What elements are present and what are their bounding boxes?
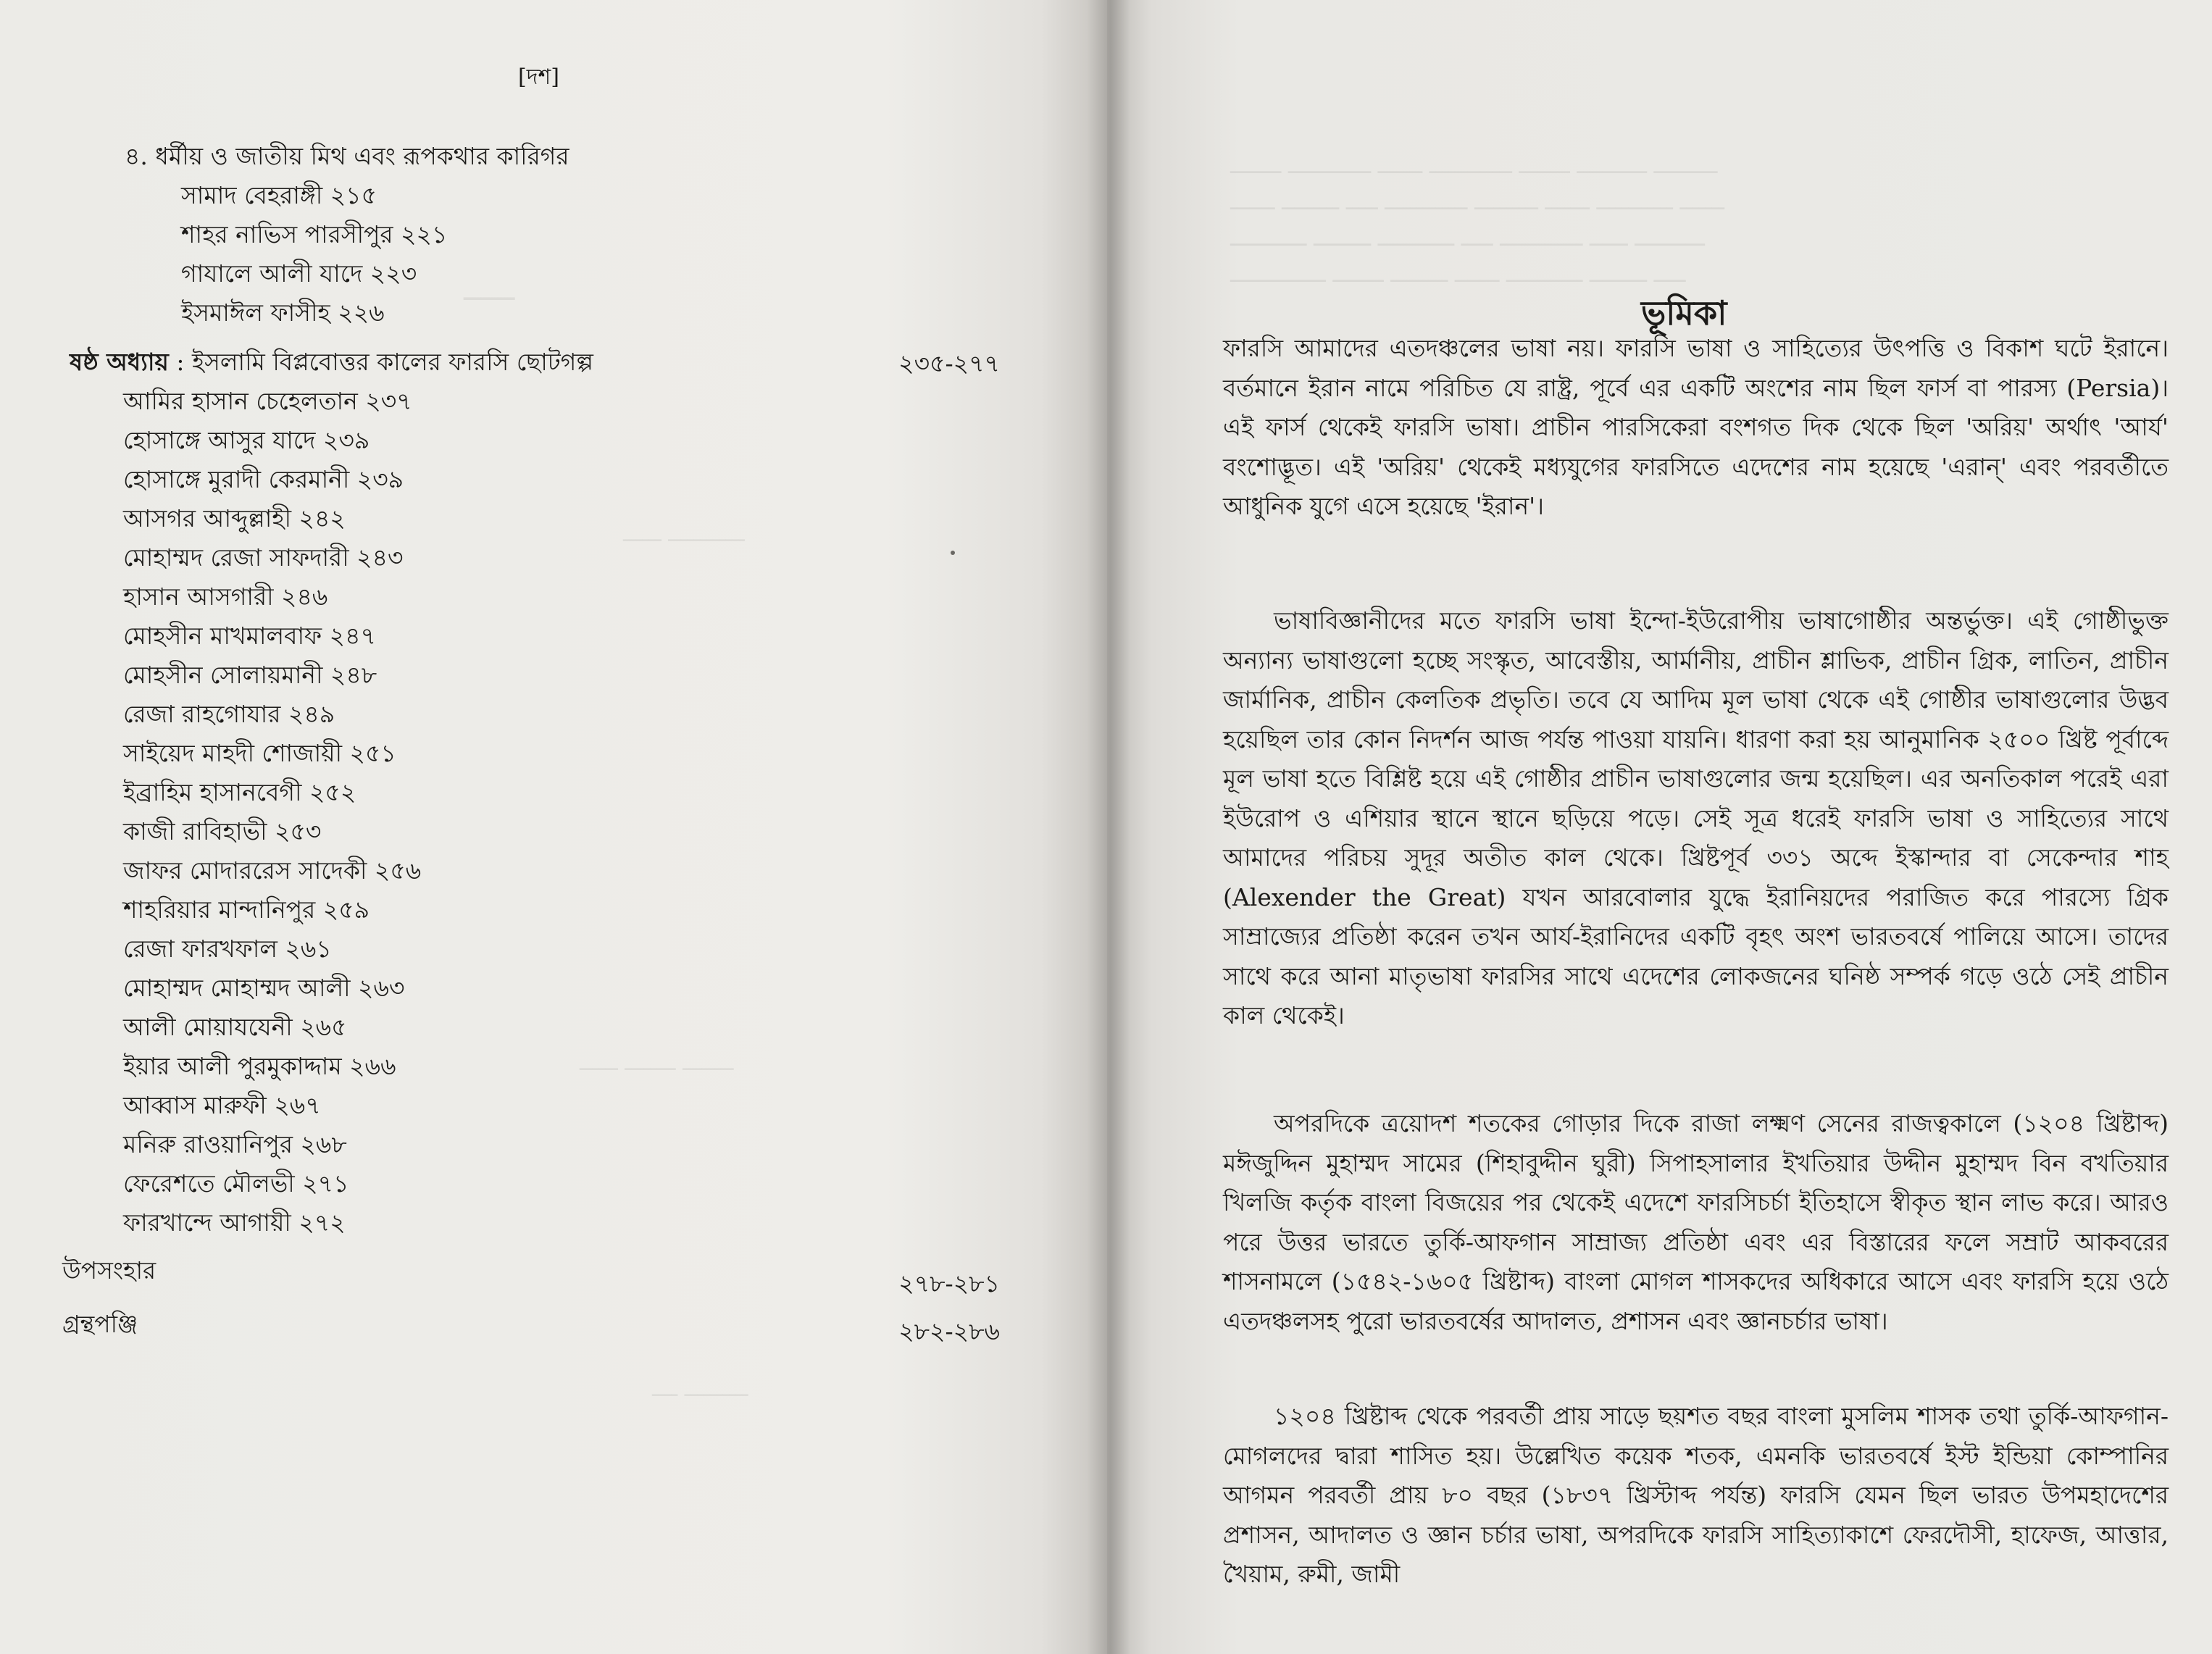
toc-entry: আলী মোয়াযযেনী ২৬৫	[123, 1013, 347, 1041]
toc-entry: সাইয়েদ মাহদী শোজায়ী ২৫১	[123, 739, 396, 767]
toc-entry: জাফর মোদাররেস সাদেকী ২৫৬	[123, 856, 422, 885]
preface-title: ভূমিকা	[1641, 293, 1727, 333]
toc-entry: ইয়ার আলী পুরমুকাদ্দাম ২৬৬	[123, 1052, 396, 1080]
toc-entry: গাযালে আলী যাদে ২২৩	[181, 259, 417, 288]
preface-paragraph: ভাষাবিজ্ঞানীদের মতে ফারসি ভাষা ইন্দো-ইউরোপীয় ভাষাগোষ্ঠীর অন্তর্ভুক্ত। এই গোষ্ঠীভুক্ত অন্যান্য ভাষাগুলো হচ্ছে সংস্কৃত, আবেস্তীয়, আর্মানীয়, প্রাচীন শ্লাভিক, প্রাচীন গ্রিক, লাতিন, প্রাচীন জার্মানিক, প্রাচীন কেলতিক প্রভৃতি। তবে যে আদিম মূল ভাষা থেকে এই গোষ্ঠীর ভাষাগুলোর উদ্ভব হয়েছিল তার কোন নিদর্শন আজ পর্যন্ত পাওয়া যায়নি। ধারণা করা হয় আনুমানিক ২৫০০ খ্রিষ্ট পূর্বাব্দে মূল ভাষা হতে বিশ্লিষ্ট হয়ে এই গোষ্ঠীর প্রাচীন ভাষাগুলোর জন্ম হয়েছিল। এর অনতিকাল পরেই এরা ইউরোপ ও এশিয়ার স্থানে স্থানে ছড়িয়ে পড়ে। সেই সূত্র ধরেই ফারসি ভাষা ও সাহিত্যের সাথে আমাদের পরিচয় সুদূর অতীত কাল থেকে। খ্রিষ্টপূর্ব ৩৩১ অব্দে ইস্কান্দার বা সেকেন্দার শাহ (Alexender the Great) যখন আরবোলার যুদ্ধে ইরানিয়দের পরাজিত করে পারস্যে গ্রিক সাম্রাজ্যের প্রতিষ্ঠা করেন তখন আর্য-ইরানিদের একটি বৃহৎ অংশ ভারতবর্ষে পালিয়ে আসে। তাদের সাথে করে আনা মাতৃভাষা ফারসির সাথে এদেশের লোকজনের ঘনিষ্ঠ সম্পর্ক গড়ে ওঠে সেই প্রাচীন কাল থেকেই।	[1223, 606, 2169, 1029]
preface-paragraph: ১২০৪ খ্রিষ্টাব্দ থেকে পরবর্তী প্রায় সাড়ে ছয়শত বছর বাংলা মুসলিম শাসক তথা তুর্কি-আফগান-মোগলদের দ্বারা শাসিত হয়। উল্লেখিত কয়েক শতক, এমনকি ভারতবর্ষে ইস্ট ইন্ডিয়া কোম্পানির আগমন পরবর্তী প্রায় ৮০ বছর (১৮৩৭ খ্রিস্টাব্দ পর্যন্ত) ফারসি যেমন ছিল ভারত উপমহাদেশের প্রশাসন, আদালত ও জ্ঞান চর্চার ভাষা, অপরদিকে ফারসি সাহিত্যাকাশে ফেরদৌসী, হাফেজ, আত্তার, খৈয়াম, রুমী, জামী	[1223, 1402, 2169, 1588]
bleed-through: ــــــــــ ـــــــــــ ــــــــ ـــــــــــــ ـــــــ ـــــــــــــ ــــــــ	[1230, 154, 1718, 179]
toc-entry: মনিরু রাওয়ানিপুর ২৬৮	[123, 1130, 347, 1158]
chapter-6-title: : ইসলামি বিপ্লবোত্তর কালের ফারসি ছোটগল্প	[168, 348, 593, 376]
conclusion-label: উপসংহার	[62, 1256, 156, 1285]
toc-entry: আব্বাস মারুফী ২৬৭	[123, 1091, 321, 1119]
toc-entry: মোহাম্মদ মোহাম্মদ আলী ২৬৩	[123, 974, 405, 1002]
toc-entry: ফারখান্দে আগায়ী ২৭২	[123, 1208, 346, 1237]
bleed-through: ـــــ ـــــــــ ــــــــــــ ـــــــ ـــــــــ ــــــــ ـــــــــــــــ	[1230, 262, 1686, 288]
toc-entry: ফেরেশতে মৌলভী ২৭১	[123, 1169, 349, 1198]
toc-entry: হোসাঙ্গে মুরাদী কেরমানী ২৩৯	[123, 465, 404, 493]
toc-entry: ইব্রাহিম হাসানবেগী ২৫২	[123, 778, 356, 806]
bibliography-pages: ২৮২-২৮৬	[898, 1317, 1000, 1345]
toc-entry: মোহসীন মাখমালবাফ ২৪৭	[123, 622, 376, 650]
toc-entry: হোসাঙ্গে আসুর যাদে ২৩৯	[123, 426, 370, 454]
bleed-through: ــــــــ ــــــــ ــــــ	[580, 1051, 734, 1076]
toc-entry: আমির হাসান চেহেলতান ২৩৭	[123, 387, 412, 415]
toc-entry: ইসমাঈল ফাসীহ ২২৬	[181, 298, 385, 327]
toc-entry: শাহরিয়ার মান্দানিপুর ২৫৯	[123, 895, 370, 924]
section-4-heading: ৪. ধর্মীয় ও জাতীয় মিথ এবং রূপকথার কারিগর	[125, 142, 569, 170]
chapter-6-heading	[70, 348, 593, 377]
bleed-through: ـــــــ ــــــــــــ ـــــــ ــــــــــ ـــــــــــــ ـــــ ـــــــــ ـــــــ	[1230, 190, 1724, 215]
toc-entry: শাহর নাভিস পারসীপুর ২২১	[181, 220, 448, 248]
bleed-through: ــــــــــ ــــ	[652, 1377, 748, 1402]
preface-paragraph: অপরদিকে ত্রয়োদশ শতকের গোড়ার দিকে রাজা লক্ষ্মণ সেনের রাজত্বকালে (১২০৪ খ্রিষ্টাব্দ) মঈজুদ্দিন মুহাম্মদ সামের (শিহাবুদ্দীন ঘুরী) সিপাহসালার ইখতিয়ার উদ্দীন মুহাম্মদ বিন বখতিয়ার খিলজি কর্তৃক বাংলা বিজয়ের পর থেকেই এদেশে ফারসিচর্চা ইতিহাসে স্বীকৃত স্থান লাভ করে। আরও পরে উত্তর ভারতে তুর্কি-আফগান সাম্রাজ্য প্রতিষ্ঠা এবং এর বিস্তারের ফলে সম্রাট আকবরের শাসনামলে (১৫৪২-১৬০৫ খ্রিষ্টাব্দ) বাংলা মোগল শাসকদের অধিকারে আসে এবং ফারসি হয়ে ওঠে এতদঞ্চলসহ পুরো ভারতবর্ষের আদালত, প্রশাসন এবং জ্ঞানচর্চার ভাষা।	[1223, 1109, 2169, 1335]
conclusion-pages: ২৭৮-২৮১	[898, 1269, 1000, 1298]
toc-entry: রেজা রাহগোযার ২৪৯	[123, 700, 335, 728]
bleed-through: ـــــــــــ ــــــ ـــــــــــــ ـــــ ــــــــــــ ـــــــــ ــــــــــــ	[1230, 226, 1705, 251]
toc-entry: হাসান আসগারী ২৪৬	[123, 582, 328, 611]
ink-speck	[951, 551, 955, 555]
bibliography-label: গ্রন্থপঞ্জি	[62, 1310, 138, 1338]
bleed-through: ــــــ	[464, 274, 515, 307]
toc-entry: মোহসীন সোলায়মানী ২৪৮	[123, 661, 377, 689]
toc-entry: মোহাম্মদ রেজা সাফদারী ২৪৩	[123, 543, 404, 572]
chapter-6-pages: ২৩৫-২৭৭	[898, 349, 1000, 377]
toc-entry: সামাদ বেহরাঙ্গী ২১৫	[181, 181, 377, 209]
chapter-6-label: ষষ্ঠ অধ্যায়	[70, 348, 169, 376]
toc-entry: আসগর আব্দুল্লাহী ২৪২	[123, 504, 346, 532]
toc-entry: রেজা ফারখফাল ২৬১	[123, 935, 332, 963]
page-header: [দশ]	[518, 64, 559, 90]
bleed-through: ــــــــــــ ــــــ	[623, 522, 745, 547]
toc-entry: কাজী রাবিহাভী ২৫৩	[123, 817, 322, 845]
preface-paragraph: ফারসি আমাদের এতদঞ্চলের ভাষা নয়। ফারসি ভাষা ও সাহিত্যের উৎপত্তি ও বিকাশ ঘটে ইরানে। বর্তমানে ইরান নামে পরিচিত যে রাষ্ট্র, পূর্বে এর একটি অংশের নাম ছিল ফার্স বা পারস্য (Persia)। এই ফার্স থেকেই ফারসি ভাষা। প্রাচীন পারসিকেরা বংশগত দিক থেকে ছিল 'অরিয়' অর্থাৎ 'আর্য' বংশোদ্ভূত। এই 'অরিয়' থেকেই মধ্যযুগের ফারসিতে এদেশের নাম হয়েছে 'এরান্' এবং পরবর্তীতে আধুনিক যুগে এসে হয়েছে 'ইরান'।	[1223, 334, 2169, 520]
